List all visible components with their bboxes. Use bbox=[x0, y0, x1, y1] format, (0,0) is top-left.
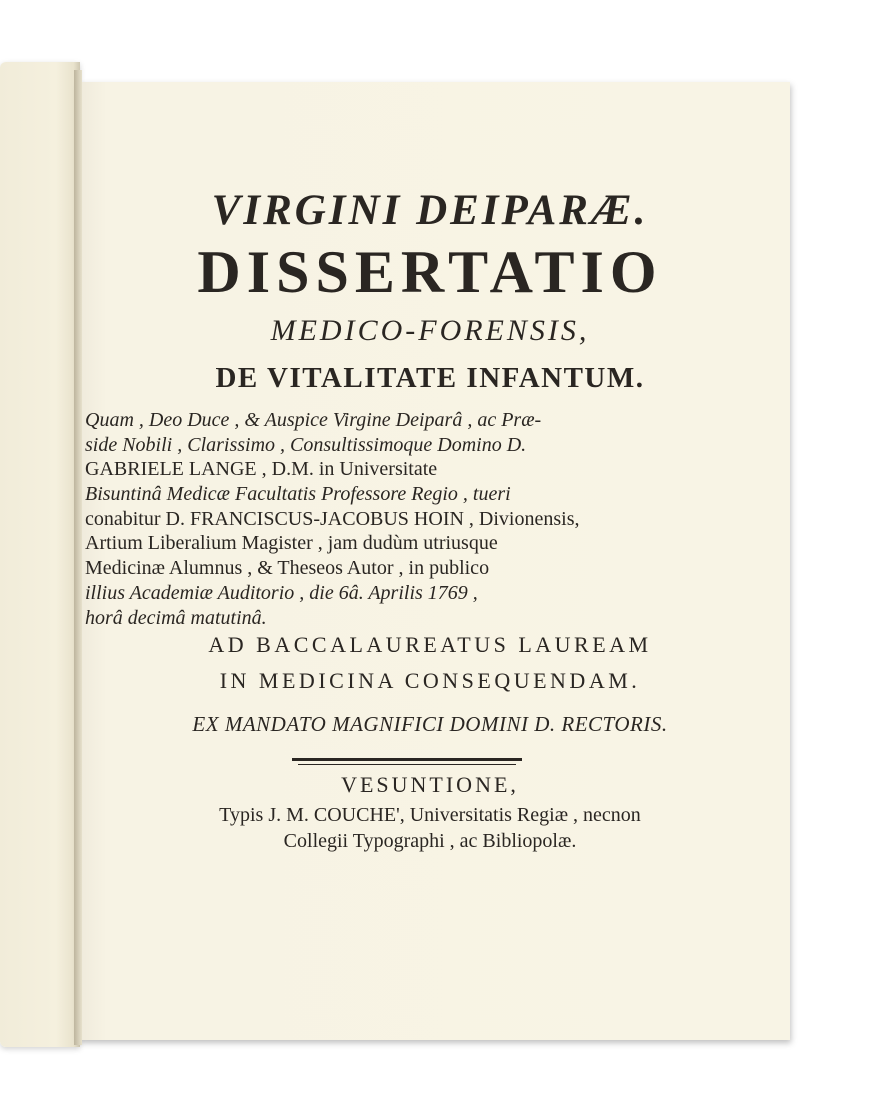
paragraph-line: illius Academiæ Auditorio , die 6â. Aprilis 1769 , bbox=[85, 581, 478, 604]
paragraph-line: Medicinæ Alumnus , & Theseos Autor , in publico bbox=[85, 557, 490, 580]
dedication-heading: VIRGINI DEIPARÆ. bbox=[211, 187, 649, 234]
main-title: DISSERTATIO bbox=[197, 239, 663, 305]
subtitle: MEDICO-FORENSIS, bbox=[270, 314, 590, 347]
book-gutter bbox=[74, 70, 82, 1045]
paragraph-line: horâ decimâ matutinâ. bbox=[85, 606, 267, 629]
topic-heading: DE VITALITATE INFANTUM. bbox=[215, 362, 645, 394]
left-page-edge bbox=[0, 62, 80, 1047]
imprint-line-2: Collegii Typographi , ac Bibliopolæ. bbox=[283, 830, 577, 852]
paragraph-line: side Nobili , Clarissimo , Consultissimoque Domino D. bbox=[85, 433, 527, 456]
paragraph-line: Artium Liberalium Magister , jam dudùm utriusque bbox=[85, 532, 498, 555]
degree-line-1: AD BACCALAUREATUS LAUREAM bbox=[208, 632, 652, 657]
paragraph-line: Quam , Deo Duce , & Auspice Virgine Deiparâ , ac Præ- bbox=[85, 409, 542, 431]
paragraph-line: conabitur D. FRANCISCUS-JACOBUS HOIN , Divionensis, bbox=[85, 507, 580, 530]
dissertation-paragraph bbox=[85, 408, 665, 630]
decorative-rule bbox=[292, 758, 522, 761]
imprint-line-1: Typis J. M. COUCHE', Universitatis Regiæ , necnon bbox=[219, 804, 641, 826]
paragraph-line: Bisuntinâ Medicæ Facultatis Professore Regio , tueri bbox=[85, 483, 511, 506]
degree-line-2: IN MEDICINA CONSEQUENDAM. bbox=[219, 668, 641, 693]
imprint-place: VESUNTIONE, bbox=[341, 772, 519, 797]
paragraph-line: GABRIELE LANGE , D.M. in Universitate bbox=[85, 458, 438, 481]
mandate-line: EX MANDATO MAGNIFICI DOMINI D. RECTORIS. bbox=[192, 712, 668, 736]
